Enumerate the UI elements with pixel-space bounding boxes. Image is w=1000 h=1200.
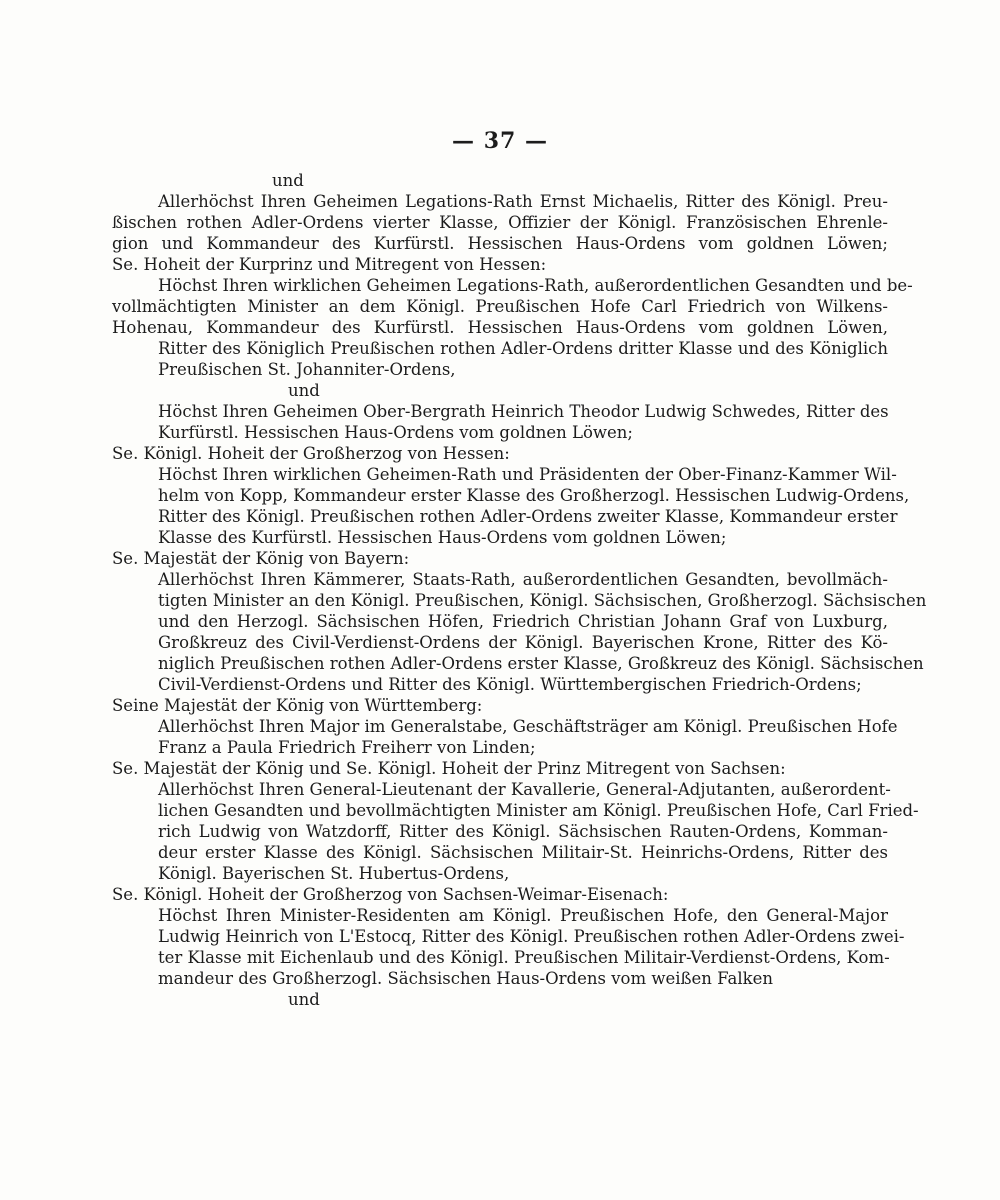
text-line: tigten Minister an den Königl. Preußischen, Königl. Sächsischen, Großherzogl. Sächsischen bbox=[158, 591, 927, 610]
text-line: Franz a Paula Friedrich Freiherr von Linden; bbox=[158, 738, 536, 757]
text-line: Allerhöchst Ihren Major im Generalstabe, Geschäftsträger am Königl. Preußischen Hofe bbox=[158, 717, 898, 736]
text-line: vollmächtigten Minister an dem Königl. Preußischen Hofe Carl Friedrich von Wilkens- bbox=[112, 297, 888, 316]
text-line: mandeur des Großherzogl. Sächsischen Haus-Ordens vom weißen Falken bbox=[158, 969, 773, 988]
text-line: Königl. Bayerischen St. Hubertus-Ordens, bbox=[158, 864, 510, 883]
text-line: und den Herzogl. Sächsischen Höfen, Friedrich Christian Johann Graf von Luxburg, bbox=[158, 612, 888, 631]
text-line: Allerhöchst Ihren General-Lieutenant der Kavallerie, General-Adjutanten, außerordent- bbox=[158, 780, 891, 799]
text-line: ßischen rothen Adler-Ordens vierter Klasse, Offizier der Königl. Französischen Ehrenle- bbox=[112, 213, 888, 232]
text-line: Höchst Ihren Geheimen Ober-Bergrath Heinrich Theodor Ludwig Schwedes, Ritter des bbox=[158, 402, 889, 421]
text-line: ter Klasse mit Eichenlaub und des Königl. Preußischen Militair-Verdienst-Ordens, Kom- bbox=[158, 948, 890, 967]
text-line: Großkreuz des Civil-Verdienst-Ordens der Königl. Bayerischen Krone, Ritter des Kö- bbox=[158, 633, 888, 652]
body-text bbox=[112, 170, 927, 1010]
text-line: Se. Königl. Hoheit der Großherzog von Hessen: bbox=[112, 444, 510, 463]
text-line: Allerhöchst Ihren Geheimen Legations-Rath Ernst Michaelis, Ritter des Königl. Preu- bbox=[158, 192, 888, 211]
text-line: Se. Majestät der König von Bayern: bbox=[112, 549, 410, 568]
text-line: und bbox=[272, 171, 304, 190]
text-line: deur erster Klasse des Königl. Sächsischen Militair-St. Heinrichs-Ordens, Ritter des bbox=[158, 843, 888, 862]
text-line: lichen Gesandten und bevollmächtigten Minister am Königl. Preußischen Hofe, Carl Fried- bbox=[158, 801, 919, 820]
text-line: helm von Kopp, Kommandeur erster Klasse des Großherzogl. Hessischen Ludwig-Ordens, bbox=[158, 486, 910, 505]
text-line: Ritter des Königlich Preußischen rothen Adler-Ordens dritter Klasse und des Königlich bbox=[158, 339, 888, 358]
text-line: Se. Königl. Hoheit der Großherzog von Sachsen-Weimar-Eisenach: bbox=[112, 885, 669, 904]
text-line: Kurfürstl. Hessischen Haus-Ordens vom goldnen Löwen; bbox=[158, 423, 633, 442]
text-line: rich Ludwig von Watzdorff, Ritter des Königl. Sächsischen Rauten-Ordens, Komman- bbox=[158, 822, 888, 841]
text-line: Ritter des Königl. Preußischen rothen Adler-Ordens zweiter Klasse, Kommandeur erster bbox=[158, 507, 898, 526]
text-line: Höchst Ihren wirklichen Geheimen-Rath und Präsidenten der Ober-Finanz-Kammer Wil- bbox=[158, 465, 897, 484]
text-line: niglich Preußischen rothen Adler-Ordens erster Klasse, Großkreuz des Königl. Sächsischen bbox=[158, 654, 924, 673]
text-line: gion und Kommandeur des Kurfürstl. Hessischen Haus-Ordens vom goldnen Löwen; bbox=[112, 234, 888, 253]
text-line: Preußischen St. Johanniter-Ordens, bbox=[158, 360, 456, 379]
text-line: Hohenau, Kommandeur des Kurfürstl. Hessischen Haus-Ordens vom goldnen Löwen, bbox=[112, 318, 888, 337]
text-line: Civil-Verdienst-Ordens und Ritter des Königl. Württembergischen Friedrich-Ordens; bbox=[158, 675, 862, 694]
page-number: — 37 — bbox=[452, 128, 548, 154]
text-line: Höchst Ihren Minister-Residenten am Königl. Preußischen Hofe, den General-Major bbox=[158, 906, 888, 925]
text-line: und bbox=[288, 990, 320, 1009]
text-line: Ludwig Heinrich von L'Estocq, Ritter des Königl. Preußischen rothen Adler-Ordens zwei- bbox=[158, 927, 905, 946]
text-line: Seine Majestät der König von Württemberg: bbox=[112, 696, 483, 715]
text-line: Se. Majestät der König und Se. Königl. Hoheit der Prinz Mitregent von Sachsen: bbox=[112, 759, 786, 778]
text-line: Allerhöchst Ihren Kämmerer, Staats-Rath, außerordentlichen Gesandten, bevollmäch- bbox=[158, 570, 888, 589]
text-line: Se. Hoheit der Kurprinz und Mitregent von Hessen: bbox=[112, 255, 547, 274]
text-line: und bbox=[288, 381, 320, 400]
text-line: Höchst Ihren wirklichen Geheimen Legations-Rath, außerordentlichen Gesandten und be- bbox=[158, 276, 913, 295]
text-line: Klasse des Kurfürstl. Hessischen Haus-Ordens vom goldnen Löwen; bbox=[158, 528, 727, 547]
